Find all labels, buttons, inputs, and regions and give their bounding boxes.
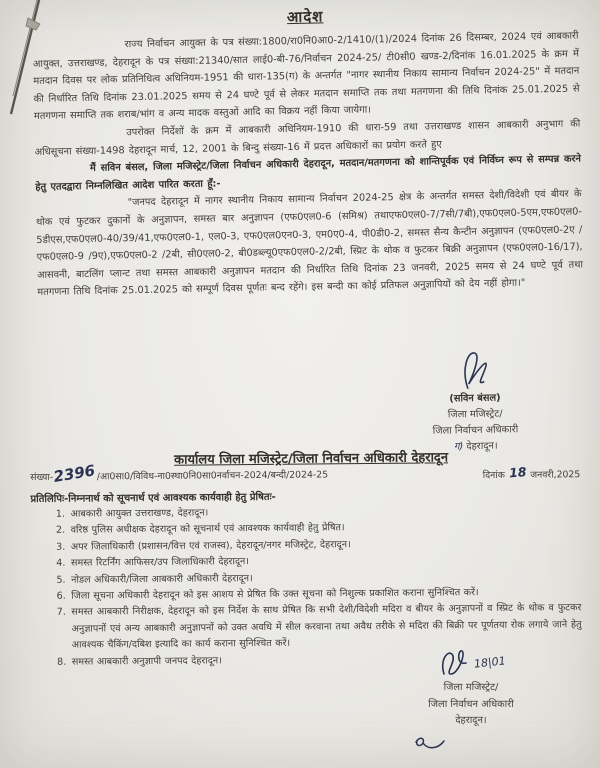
- pen-mark: ग): [453, 441, 464, 453]
- order-paragraph-3: मैं सविन बंसल, जिला मजिस्ट्रेट/जिला निर्वाचन अधिकारी देहरादून, मतदान/मतगणना को शान्तिपूर्वक एवं निर्विघ्न रूप से सम्पन्न करने हेतु एतदद्वारा निम्नलिखित आदेश पारित करता हूँ:-: [35, 153, 582, 193]
- handwritten-date-mark: 18|01: [473, 654, 507, 671]
- signature-squiggle-icon: [436, 646, 470, 680]
- signatory-title-1: जिला मजिस्ट्रेट/: [447, 408, 503, 421]
- reference-row: [30, 461, 581, 488]
- ref-label: संख्या-: [30, 471, 54, 483]
- list-item-6: 6. जिला सूचना अधिकारी देहरादून को इस आशय से प्रेषित कि उक्त सूचना को निशुल्क प्रकाशित कराना सुनिश्चित करें।: [69, 584, 581, 605]
- signatory-name: (सविन बंसल): [449, 392, 501, 405]
- order-paragraph-1: राज्य निर्वाचन आयुक्त के पत्र संख्या:1800/रा0नि0आ0-2/1410/(1)/2024 दिनांक 26 दिसम्बर, 2024 एवं आबकारी आयुक्त, उत्तराखण्ड, देहरादून के पत्र संख्या:21340/सात लाई0-बी-76/निर्वाचन 2024-25/ टी0सी0 खण्ड-2/दिनांक 16.01.2025 के क्रम में मतदान दिवस पर लोक प्रतिनिधित्व अधिनियम-1951 की धारा-135(ग) के अन्तर्गत "नागर स्थानीय निकाय सामान्य निर्वाचन 2024-25" में मतदान की निर्धारित तिथि दिनांक 23.01.2025 समय से 24 घण्टे पूर्व से लेकर मतदान समाप्ति तक तथा मतगणना की तिथि दिनांक 25.01.2025 से मतगणना समाप्ति तक शराब/भांग व अन्य मादक वस्तुओं आदि का विक्रय नहीं किया जायेगा।: [32, 30, 580, 123]
- signatory-title-1: जिला मजिस्ट्रेट/: [443, 682, 499, 693]
- list-item-8: 8. समस्त आबकारी अनुज्ञापी जनपद देहरादून।: [70, 650, 582, 671]
- date-group: [483, 465, 581, 481]
- office-section: [30, 446, 582, 671]
- signatory-title-2: जिला निर्वाचन अधिकारी: [428, 698, 514, 710]
- office-heading: कार्यालय जिला मजिस्ट्रेट/जिला निर्वाचन अधिकारी देहरादून: [174, 450, 449, 468]
- initial-squiggle-icon: [410, 734, 448, 752]
- order-section: [32, 2, 583, 302]
- signatory-place: देहरादून।: [455, 715, 487, 726]
- signatory-title-2: जिला निर्वाचन अधिकारी: [432, 424, 519, 437]
- order-title: आदेश: [286, 7, 324, 27]
- order-paragraph-2: उपरोक्त निर्देशों के क्रम में आबकारी अधिनियम-1910 की धारा-59 तथा उत्तराखण्ड शासन आबकारी अनुभाग की अधिसूचना संख्या-1498 देहरादून मार्च, 12, 2001 के बिन्दु संख्या-16 में प्रदत्त अधिकारों का प्रयोग करते हुए: [34, 118, 581, 158]
- signature-block-bottom: [382, 646, 560, 758]
- signature-block-district-magistrate: [385, 346, 565, 456]
- list-item-2: 2. वरिष्ठ पुलिस अधीक्षक देहरादून को सूचनार्थ एवं आवश्यक कार्यवाही हेतु प्रेषित।: [69, 519, 581, 540]
- signature-squiggle-icon: [451, 348, 498, 391]
- list-item-1: 1. आबकारी आयुक्त उत्तराखण्ड, देहरादून।: [68, 502, 580, 523]
- date-day-handwritten: 18: [508, 464, 527, 481]
- date-rest: जनवरी,2025: [530, 469, 581, 481]
- date-label: दिनांक: [482, 469, 505, 482]
- list-item-3: 3. अपर जिलाधिकारी (प्रशासन/वित्त एवं राजस्व), देहरादून/नगर मजिस्ट्रेट, देहरादून।: [69, 535, 581, 556]
- list-item-5: 5. नोडल अधिकारी/जिला आबकारी अधिकारी देहरादून।: [69, 568, 581, 589]
- order-paragraph-4: "जनपद देहरादून में नागर स्थानीय निकाय सामान्य निर्वाचन 2024-25 क्षेत्र के अन्तर्गत समस्त देशी/विदेशी एवं बीयर के थोक एवं फुटकर दुकानों के अनुज्ञापन, समस्त बार अनुज्ञापन (एफ0एल0-6 (समिश्र) तथाएफ0एल0-7/7सी/7बी),एफ0एल0-5एम,एफ0एल0-5डीएस,एफ0एल0-40/39/41,एफ0एल0-1, एल0-3, एफ0एल0एन0-3, एम0ए0-4, पी0डी0-2, समस्त सैन्य कैन्टीन अनुज्ञापन (एफ0एल0-2ए /एफ0एल0-9 /9ए),एफ0एल0-2 /2बी, सी0एल0-2, बी0डब्ल्यू0एफ0एल0-2/2बी, स्प्रिट के थोक व फुटकर बिक्री अनुज्ञापन (एफ0एल0-16/17), आसवनी, बाटलिंग प्लान्ट तथा समस्त आबकारी अनुज्ञापन मतदान की निर्धारित तिथि दिनांक 23 जनवरी, 2025 समय से 24 घण्टे पूर्व तथा मतगणना तिथि दिनांक 25.01.2025 को सम्पूर्ण दिवस पूर्णतः बन्द रहेंगे। इस बन्दी का कोई प्रतिफल अनुज्ञापियों को देय नहीं होगा।": [35, 188, 584, 299]
- copy-to-line: प्रतिलिपिः-निम्ननार्थ को सूचनार्थ एवं आवश्यक कार्यवाही हेतु प्रेषितः-: [30, 491, 276, 505]
- list-item-7: 7. समस्त आबकारी निरीक्षक, देहरादून को इस निर्देश के साथ प्रेषित कि सभी देशी/विदेशी मदिरा व बीयर के अनुज्ञापनों व स्प्रिट के थोक व फुटकर अनुज्ञापनों एवं अन्य आबकारी अनुज्ञापनों को उक्त अवधि में सील करवाना तथा अवैध तरीके से मदिरा की बिक्री पर पूर्णतया रोक लगाये जाने हेतु आवश्यक चैकिंग/दबिश इत्यादि का कार्य कराना सुनिश्चित करें।: [69, 601, 581, 655]
- ref-rest: /आ0सा0/विविध-ना0स्था0नि0सा0नर्वाचन-2024/बन्दी/2024-25: [96, 469, 329, 483]
- signatory-place: ग) देहरादून।: [453, 440, 498, 453]
- list-item-4: 4. समस्त रिटर्निंग आफिसर/उप जिलाधिकारी देहरादून।: [69, 551, 581, 572]
- ref-number-handwritten: 2396: [52, 461, 97, 486]
